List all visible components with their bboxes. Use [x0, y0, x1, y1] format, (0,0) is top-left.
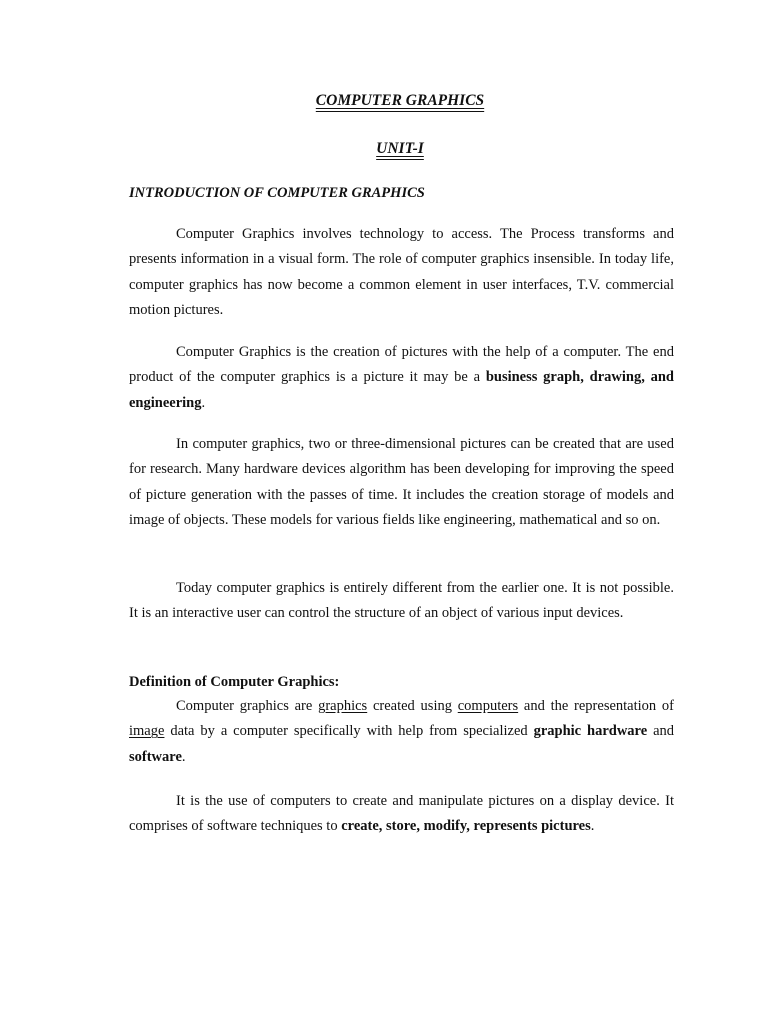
- paragraph-introduction: Computer Graphics involves technology to access. The Process transforms and presents information in a visual form. The role of computer graphics insensible. In today life, computer graphics has now become a common element in user interfaces, T.V. commercial motion pictures.: [129, 226, 674, 318]
- computers-link[interactable]: computers: [457, 698, 519, 714]
- paragraph-end: .: [201, 394, 206, 411]
- paragraph-creation: [129, 340, 674, 416]
- paragraph-dimensions: In computer graphics, two or three-dimensional pictures can be created that are used for research. Many hardware devices algorithm has been developing for improving the speed of picture generation with the passes of time. It includes the creation storage of models and image of objects. These models for various fields like engineering, mathematical and so on.: [129, 436, 674, 528]
- paragraph-text: Computer Graphics is the creation of pictures with the help of a computer. The end product of the computer graphics is a picture it may be a: [129, 344, 674, 386]
- definition-text-2: created using: [367, 698, 458, 714]
- document-title: COMPUTER GRAPHICS: [315, 92, 485, 109]
- definition-heading: Definition of Computer Graphics:: [129, 674, 340, 690]
- definition-text-1: Computer graphics are: [176, 698, 319, 714]
- paragraph-display-device: [129, 789, 674, 840]
- section-heading: INTRODUCTION OF COMPUTER GRAPHICS: [129, 185, 425, 201]
- unit-title: UNIT-I: [376, 140, 424, 157]
- software-bold: software: [129, 748, 182, 765]
- paragraph-bold-text: create, store, modify, represents pictures: [341, 818, 591, 835]
- definition-text-3: and the representation of: [518, 698, 674, 714]
- paragraph-definition: [129, 694, 674, 770]
- definition-text-4: data by a computer specifically with help from specialized: [164, 723, 534, 740]
- image-link[interactable]: image: [129, 723, 165, 740]
- graphics-link[interactable]: graphics: [318, 698, 368, 714]
- paragraph-text: It is the use of computers to create and manipulate pictures on a display device. It comprises of software techniques to: [129, 793, 674, 835]
- paragraph-today: Today computer graphics is entirely different from the earlier one. It is not possible. It is an interactive user can control the structure of an object of various input devices.: [129, 580, 674, 622]
- paragraph-end: .: [590, 818, 595, 835]
- definition-text-5: and: [647, 723, 675, 740]
- paragraph-bold-text: business graph, drawing, and engineering: [129, 369, 674, 411]
- graphic-hardware-bold: graphic hardware: [533, 723, 648, 740]
- definition-text-6: .: [181, 748, 186, 765]
